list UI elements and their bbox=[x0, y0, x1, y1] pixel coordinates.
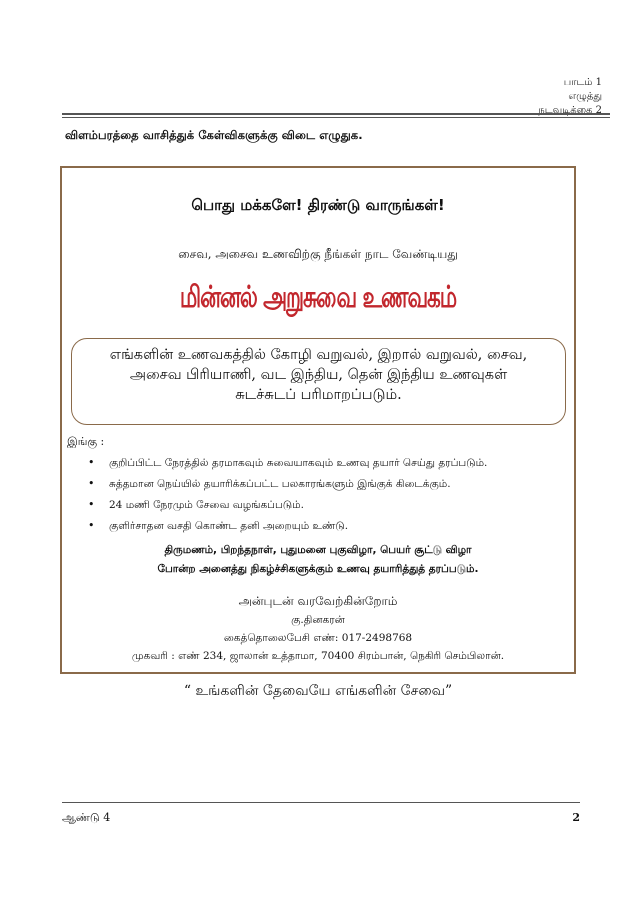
ad-subtitle: சைவ, அசைவ உணவிற்கு நீங்கள் நாட வேண்டியது bbox=[178, 247, 458, 261]
bullet-icon: • bbox=[88, 456, 95, 469]
address-text: முகவரி : எண் 234, ஜாலான் உத்தாமா, 70400 சிரம்பான், நெகிரி செம்பிலான். bbox=[131, 650, 505, 662]
list-item bbox=[88, 455, 487, 476]
features-list bbox=[88, 455, 487, 539]
list-item bbox=[88, 497, 487, 518]
callout-line: சுடச்சுடப் பரிமாறப்படும். bbox=[235, 387, 402, 403]
year-label: ஆண்டு 4 bbox=[62, 811, 111, 824]
activity-label: நடவடிக்கை 2 bbox=[538, 105, 602, 116]
phone-number: கைத்தொலைபேசி எண்: 017-2498768 bbox=[223, 632, 413, 644]
page-number: 2 bbox=[572, 811, 580, 824]
ad-title: பொது மக்களே! திரண்டு வாருங்கள்! bbox=[191, 196, 445, 214]
bullet-icon: • bbox=[88, 477, 95, 490]
welcome-text: அன்புடன் வரவேற்கின்றோம் bbox=[238, 594, 398, 608]
lesson-label: பாடம் 1 bbox=[563, 77, 602, 88]
bullet-icon: • bbox=[88, 498, 95, 511]
advertisement-box bbox=[60, 166, 576, 699]
header-divider bbox=[62, 113, 610, 118]
skill-label: எழுத்து bbox=[568, 91, 602, 102]
instruction-text: விளம்பரத்தை வாசித்துக் கேள்விகளுக்கு விடை எழுதுக. bbox=[65, 128, 363, 142]
footer-divider bbox=[62, 802, 580, 803]
events-line: போன்ற அனைத்து நிகழ்ச்சிகளுக்கும் உணவு தயாரித்துத் தரப்படும். bbox=[157, 563, 479, 575]
list-item-text: 24 மணி நேரமும் சேவை வழங்கப்படும். bbox=[109, 499, 304, 511]
owner-name: கு.தினகரன் bbox=[291, 614, 345, 626]
list-item-text: குறிப்பிட்ட நேரத்தில் தரமாகவும் சுவையாகவும் உணவு தயார் செய்து தரப்படும். bbox=[109, 457, 488, 469]
events-line: திருமணம், பிறந்தநாள், புதுமனை புகுவிழா, பெயர் சூட்டு விழா bbox=[164, 544, 472, 556]
bullet-icon: • bbox=[88, 519, 95, 532]
list-item bbox=[88, 518, 487, 539]
slogan-text: “ உங்களின் தேவையே எங்களின் சேவை” bbox=[183, 683, 453, 699]
callout-line: எங்களின் உணவகத்தில் கோழி வறுவல், இறால் வறுவல், சைவ, bbox=[109, 347, 528, 363]
here-label: இங்கு : bbox=[67, 435, 105, 448]
events-notice bbox=[62, 541, 574, 579]
lesson-header bbox=[538, 76, 602, 118]
callout-line: அசைவ பிரியாணி, வட இந்திய, தென் இந்திய உணவுகள் bbox=[129, 367, 508, 383]
menu-callout-box bbox=[71, 338, 566, 425]
restaurant-name: மின்னல் அறுசுவை உணவகம் bbox=[179, 280, 457, 315]
list-item bbox=[88, 476, 487, 497]
list-item-text: சுத்தமான நெய்யில் தயாரிக்கப்பட்ட பலகாரங்களும் இங்குக் கிடைக்கும். bbox=[109, 478, 451, 490]
list-item-text: குளிர்சாதன வசதி கொண்ட தனி அறையும் உண்டு. bbox=[109, 520, 349, 532]
